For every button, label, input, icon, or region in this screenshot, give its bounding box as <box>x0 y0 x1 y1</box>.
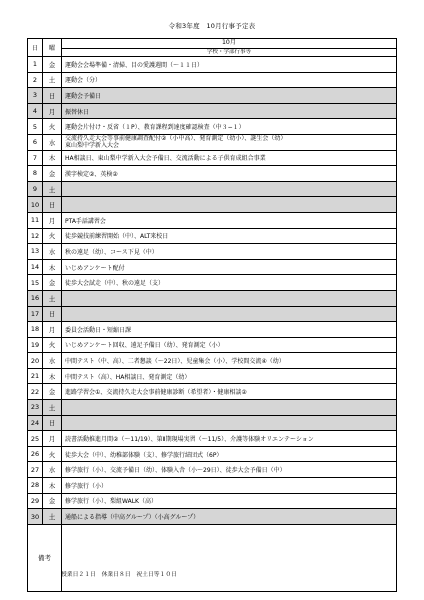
day-events <box>62 150 397 166</box>
day-events <box>62 166 397 182</box>
day-row <box>28 446 397 462</box>
day-number: 22 <box>28 384 43 400</box>
event-text: 中間テスト（高）、HA相談日、発育測定（幼） <box>65 373 191 381</box>
event-text: 秋の遠足（幼）、コース下見（中） <box>65 248 158 256</box>
event-text-continued: 東山梨中学新入大会 <box>65 142 120 150</box>
day-events <box>62 244 397 260</box>
event-text: 修学旅行（小）、交流予備日（幼）、体験入舎（小〜29日）、徒歩大会予備日（中） <box>65 467 286 475</box>
weekday: 水 <box>43 134 62 150</box>
day-events <box>62 290 397 306</box>
weekday: 日 <box>43 415 62 431</box>
day-row <box>28 306 397 322</box>
day-events <box>62 353 397 369</box>
weekday: 日 <box>43 306 62 322</box>
day-number: 4 <box>28 103 43 119</box>
weekday: 火 <box>43 337 62 353</box>
day-row <box>28 244 397 260</box>
event-text: 運動会片付け・反省（１P）、教育課程到達度確認検査（中３−１） <box>65 124 245 132</box>
day-row <box>28 462 397 478</box>
event-text: 運動会予備日 <box>65 92 102 100</box>
day-number: 2 <box>28 72 43 88</box>
weekday: 日 <box>43 88 62 104</box>
day-events <box>62 275 397 291</box>
day-events <box>62 72 397 88</box>
day-number: 11 <box>28 212 43 228</box>
day-number: 21 <box>28 368 43 384</box>
day-row <box>28 197 397 213</box>
day-row <box>28 259 397 275</box>
day-number: 10 <box>28 197 43 213</box>
event-text: 振替休日 <box>65 108 90 116</box>
day-row <box>28 228 397 244</box>
day-row <box>28 72 397 88</box>
weekday: 月 <box>43 322 62 338</box>
weekday-column-header: 曜 <box>43 39 62 57</box>
day-number: 12 <box>28 228 43 244</box>
notes-cell <box>62 524 397 591</box>
day-number: 24 <box>28 415 43 431</box>
day-events <box>62 134 397 150</box>
day-events <box>62 119 397 135</box>
day-events <box>62 337 397 353</box>
day-row <box>28 275 397 291</box>
notes-label: 備考 <box>28 524 62 591</box>
day-number: 3 <box>28 88 43 104</box>
day-events <box>62 400 397 416</box>
weekday: 木 <box>43 368 62 384</box>
day-number: 30 <box>28 509 43 525</box>
day-row <box>28 150 397 166</box>
day-row <box>28 57 397 73</box>
day-events <box>62 228 397 244</box>
day-number: 26 <box>28 446 43 462</box>
day-events <box>62 259 397 275</box>
day-number: 17 <box>28 306 43 322</box>
day-events <box>62 509 397 525</box>
day-row <box>28 103 397 119</box>
day-number: 9 <box>28 181 43 197</box>
event-text: 修学旅行（小）、梨組WALK（高） <box>65 498 157 506</box>
day-row <box>28 134 397 150</box>
day-column-header: 日 <box>28 39 43 57</box>
weekday: 金 <box>43 493 62 509</box>
event-text: 読書活動推進月間②（〜11/19）、第Ⅱ期現場実習（〜11/5）、介護等体験オリエンテーション <box>65 436 314 444</box>
day-number: 23 <box>28 400 43 416</box>
day-row <box>28 119 397 135</box>
weekday: 月 <box>43 431 62 447</box>
weekday: 水 <box>43 462 62 478</box>
schedule-table <box>27 38 397 592</box>
day-row <box>28 181 397 197</box>
day-events <box>62 212 397 228</box>
weekday: 木 <box>43 150 62 166</box>
day-number: 8 <box>28 166 43 182</box>
day-number: 1 <box>28 57 43 73</box>
month-header: 10月 <box>62 39 397 49</box>
day-number: 29 <box>28 493 43 509</box>
day-row <box>28 415 397 431</box>
day-events <box>62 431 397 447</box>
day-number: 19 <box>28 337 43 353</box>
event-text: 運動会会場準備・清掃、目の愛護週間（〜１１日） <box>65 61 204 69</box>
day-events <box>62 57 397 73</box>
day-number: 18 <box>28 322 43 338</box>
day-events <box>62 322 397 338</box>
event-text: 徒歩競技前練習開始（中）、ALT来校日 <box>65 233 169 241</box>
weekday: 火 <box>43 228 62 244</box>
weekday: 火 <box>43 446 62 462</box>
day-number: 15 <box>28 275 43 291</box>
event-text: 通船による指導（中高グループ）（小高グループ） <box>65 514 200 522</box>
day-events <box>62 197 397 213</box>
weekday: 金 <box>43 166 62 182</box>
day-number: 14 <box>28 259 43 275</box>
day-count-summary: 授業日２１日 休業日８日 祝土日等１０日 <box>61 572 177 578</box>
day-row <box>28 353 397 369</box>
day-events <box>62 368 397 384</box>
day-row <box>28 478 397 494</box>
day-row <box>28 384 397 400</box>
weekday: 月 <box>43 103 62 119</box>
event-text: 進路学習会①、交流持久走大会事前健康診断（希望者）・健康相談② <box>65 389 247 397</box>
weekday: 月 <box>43 212 62 228</box>
day-number: 7 <box>28 150 43 166</box>
event-text: 徒歩大会試走（中）、秋の遠足（支） <box>65 280 165 288</box>
weekday: 土 <box>43 72 62 88</box>
day-row <box>28 212 397 228</box>
day-events <box>62 446 397 462</box>
day-events <box>62 462 397 478</box>
weekday: 土 <box>43 181 62 197</box>
weekday: 火 <box>43 119 62 135</box>
day-row <box>28 368 397 384</box>
day-number: 20 <box>28 353 43 369</box>
day-row <box>28 337 397 353</box>
event-text: いじめアンケート配付 <box>65 264 125 272</box>
day-row <box>28 400 397 416</box>
weekday: 土 <box>43 290 62 306</box>
day-number: 13 <box>28 244 43 260</box>
weekday: 金 <box>43 57 62 73</box>
weekday: 水 <box>43 353 62 369</box>
day-number: 5 <box>28 119 43 135</box>
event-text: HA相談日、東山梨中学新入大会予備日、交流活動による子供育成組合事業 <box>65 155 266 163</box>
weekday: 木 <box>43 259 62 275</box>
weekday: 土 <box>43 400 62 416</box>
day-events <box>62 478 397 494</box>
day-events <box>62 88 397 104</box>
day-events <box>62 103 397 119</box>
weekday: 日 <box>43 197 62 213</box>
event-text: 中間テスト（中、高）、二者懇談（〜22日）、児童集会（小）、学校間交流④（幼） <box>65 358 285 366</box>
day-row <box>28 88 397 104</box>
weekday: 水 <box>43 244 62 260</box>
event-text: 運動会（分） <box>65 77 102 85</box>
day-number: 16 <box>28 290 43 306</box>
day-row <box>28 290 397 306</box>
event-text: 交流持久走大会等事前健康調査配付②（小中高）、発育測定（幼小）、誕生会（幼） <box>65 135 287 143</box>
event-text: 委員会活動日・短縮日課 <box>65 326 132 334</box>
day-number: 6 <box>28 134 43 150</box>
day-number: 28 <box>28 478 43 494</box>
events-subheader: 学校・学部行事等 <box>62 48 397 56</box>
event-text: PTA手話講習会 <box>65 217 106 225</box>
weekday: 土 <box>43 509 62 525</box>
day-events <box>62 415 397 431</box>
day-events <box>62 493 397 509</box>
weekday: 金 <box>43 384 62 400</box>
weekday: 金 <box>43 275 62 291</box>
event-text: 徒歩大会（中）、幼稚部体験（支）、修学旅行結団式（6P） <box>65 451 223 459</box>
day-row <box>28 166 397 182</box>
day-number: 25 <box>28 431 43 447</box>
day-events <box>62 306 397 322</box>
day-events <box>62 384 397 400</box>
page-title: 令和3年度 10月行事予定表 <box>168 22 256 30</box>
day-number: 27 <box>28 462 43 478</box>
day-events <box>62 181 397 197</box>
day-row <box>28 322 397 338</box>
day-row <box>28 493 397 509</box>
weekday: 木 <box>43 478 62 494</box>
day-row <box>28 431 397 447</box>
event-text: 修学旅行（小） <box>65 482 108 490</box>
day-row <box>28 509 397 525</box>
event-text: 漢字検定②、英検② <box>65 170 118 178</box>
event-text: いじめアンケート回収、遠足予備日（幼）、発育測定（小） <box>65 342 224 350</box>
